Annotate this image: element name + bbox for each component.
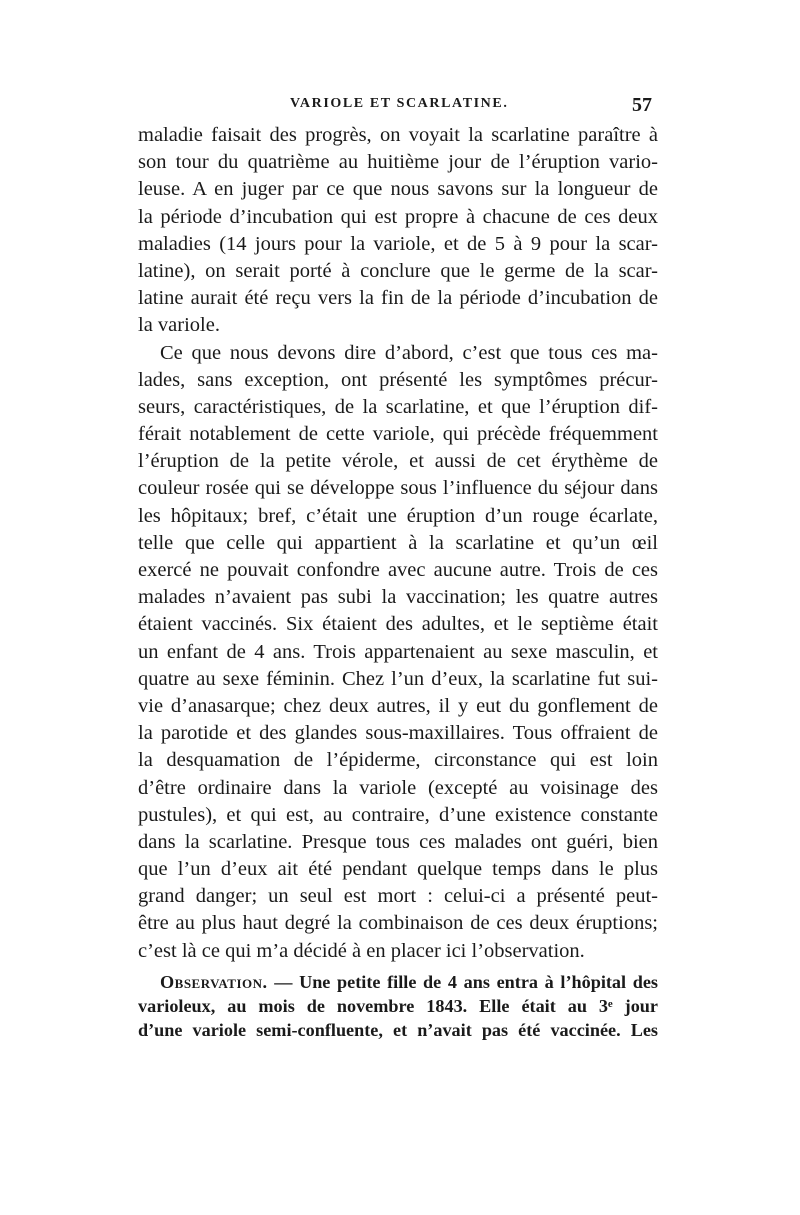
text-line: dans la scarlatine. Presque tous ces malades ont guéri, bien	[138, 830, 658, 853]
text-line: pustules), et qui est, au contraire, d’une existence constante	[138, 803, 658, 826]
text-line: Ce que nous devons dire d’abord, c’est que tous ces ma-	[160, 341, 658, 364]
text-line: la période d’incubation qui est propre à chacune de ces deux	[138, 205, 658, 228]
text-line: la desquamation de l’épiderme, circonstance qui est loin	[138, 749, 658, 772]
text-line: latine aurait été reçu vers la fin de la période d’incubation de	[138, 287, 658, 310]
text-line: quatre au sexe féminin. Chez l’un d’eux, la scarlatine fut sui-	[138, 667, 658, 690]
text-line: leuse. A en juger par ce que nous savons sur la longueur de	[138, 178, 658, 201]
text-line: d’être ordinaire dans la variole (excepté au voisinage des	[138, 776, 658, 799]
text-line: maladies (14 jours pour la variole, et de 5 à 9 pour la scar-	[138, 232, 658, 255]
running-head	[138, 96, 658, 120]
text-line: la variole.	[138, 314, 220, 337]
body-text	[138, 122, 658, 965]
text-line: l’éruption de la petite vérole, et aussi de cet érythème de	[138, 450, 658, 473]
page-number: 57	[632, 94, 652, 116]
text-line: latine), on serait porté à conclure que le germe de la scar-	[138, 259, 658, 282]
running-title: VARIOLE ET SCARLATINE.	[290, 96, 509, 111]
observation-label: Observation.	[160, 972, 268, 992]
text-line: c’est là ce qui m’a décidé à en placer ici l’observation.	[138, 939, 585, 962]
text-line: exercé ne pouvait confondre avec aucune autre. Trois de ces	[138, 559, 658, 581]
text-line: seurs, caractéristiques, de la scarlatine, et que l’éruption dif-	[138, 395, 658, 418]
text-line: couleur rosée qui se développe sous l’influence du séjour dans	[138, 477, 658, 500]
text-line: malades n’avaient pas subi la vaccination; les quatre autres	[138, 586, 658, 609]
text-line: lades, sans exception, ont présenté les symptômes précur-	[138, 368, 658, 391]
text-line: férait notablement de cette variole, qui précède fréquemment	[138, 423, 658, 446]
text-line: vie d’anasarque; chez deux autres, il y eut du gonflement de	[138, 694, 658, 717]
text-line: son tour du quatrième au huitième jour de l’éruption vario-	[138, 151, 658, 174]
text-line: maladie faisait des progrès, on voyait la scarlatine paraître à	[138, 124, 658, 146]
text-line: telle que celle qui appartient à la scarlatine et qu’un œil	[138, 531, 658, 554]
observation-dash: —	[267, 972, 300, 992]
text-line: les hôpitaux; bref, c’était une éruption d’un rouge écarlate,	[138, 504, 658, 527]
observation-paragraph	[138, 970, 658, 1042]
observation-line: d’une variole semi-confluente, et n’avait pas été vaccinée. Les	[138, 1020, 658, 1040]
observation-first-line	[138, 970, 658, 994]
observation-line: varioleux, au mois de novembre 1843. Elle était au 3ᵉ jour	[138, 996, 658, 1016]
text-line: étaient vaccinés. Six étaient des adultes, et le septième était	[138, 613, 658, 636]
text-line: la parotide et des glandes sous-maxillaires. Tous offraient de	[138, 722, 658, 745]
text-line: un enfant de 4 ans. Trois appartenaient au sexe masculin, et	[138, 640, 658, 663]
text-line: que l’un d’eux ait été pendant quelque temps dans le plus	[138, 858, 658, 881]
text-line: grand danger; un seul est mort : celui-ci a présenté peut-	[138, 885, 658, 908]
text-line: être au plus haut degré la combinaison de ces deux éruptions;	[138, 912, 658, 935]
observation-text: Une petite fille de 4 ans entra à l’hôpital des	[299, 972, 658, 992]
